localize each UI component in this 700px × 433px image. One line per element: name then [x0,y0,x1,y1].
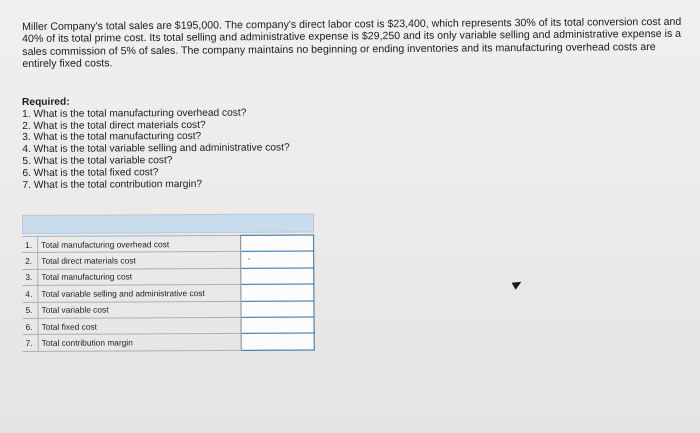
question-item: 5. What is the total variable cost? [22,155,173,167]
table-row [23,317,315,335]
row-number: 4. [22,286,38,302]
answer-cell [241,268,314,285]
row-number: 6. [23,318,39,334]
answer-input-fixed-cost[interactable] [242,319,314,332]
answer-table [22,234,315,351]
row-label: Total variable selling and administrative cost [38,285,241,302]
answer-input-contribution-margin[interactable] [242,335,314,348]
answer-cell [241,284,314,301]
table-row [23,333,315,351]
row-number: 7. [23,335,39,351]
row-label: Total contribution margin [38,334,241,351]
table-header-bar [22,213,314,234]
question-item: 4. What is the total variable selling and administrative cost? [22,142,290,156]
answer-cell [241,333,314,350]
question-item: 3. What is the total manufacturing cost? [22,131,202,144]
table-row [22,268,314,286]
row-label: Total manufacturing overhead cost [38,235,241,252]
answer-input-variable-cost[interactable] [241,302,313,315]
table-row [22,301,314,319]
answer-input-manufacturing-overhead[interactable] [241,237,313,250]
answer-cell [241,251,314,268]
answer-table-container [22,213,315,359]
answer-input-manufacturing-cost[interactable] [241,269,313,282]
mouse-pointer-icon [512,278,524,289]
question-item: 1. What is the total manufacturing overhead cost? [22,107,247,120]
answer-cell [241,317,314,334]
required-heading: Required: [22,96,70,108]
answer-input-direct-materials[interactable] [241,253,313,266]
row-label: Total direct materials cost [38,252,241,269]
questions-list [22,106,422,191]
row-number: 5. [22,302,38,318]
table-row [22,251,314,269]
row-number: 1. [22,236,38,252]
row-number: 2. [22,253,38,269]
row-label: Total fixed cost [38,317,241,334]
answer-input-variable-selling-admin[interactable] [241,286,313,299]
row-label: Total variable cost [38,301,241,318]
question-item: 6. What is the total fixed cost? [22,166,159,179]
required-section [22,95,423,192]
row-label: Total manufacturing cost [38,268,241,285]
question-item: 2. What is the total direct materials cost? [22,119,206,132]
question-item: 7. What is the total contribution margin? [22,178,203,191]
problem-statement [22,16,687,71]
answer-cell [241,301,314,318]
table-row [22,284,314,302]
row-number: 3. [22,269,38,285]
table-row [22,235,314,253]
answer-cell [241,235,314,252]
problem-text: Miller Company's total sales are $195,000. The company's direct labor cost is $23,400, which represents 30% of its total conversion cost and 40% of its total prime cost. Its total selling and administrative expense is $29,250 and its only variable selling and administrative expense is a sales commission of 5% of sales. The company maintains no beginning or ending inventories and its manufacturing overhead costs are entirely fixed costs. [22,15,682,71]
small-dot-mark [248,258,250,260]
